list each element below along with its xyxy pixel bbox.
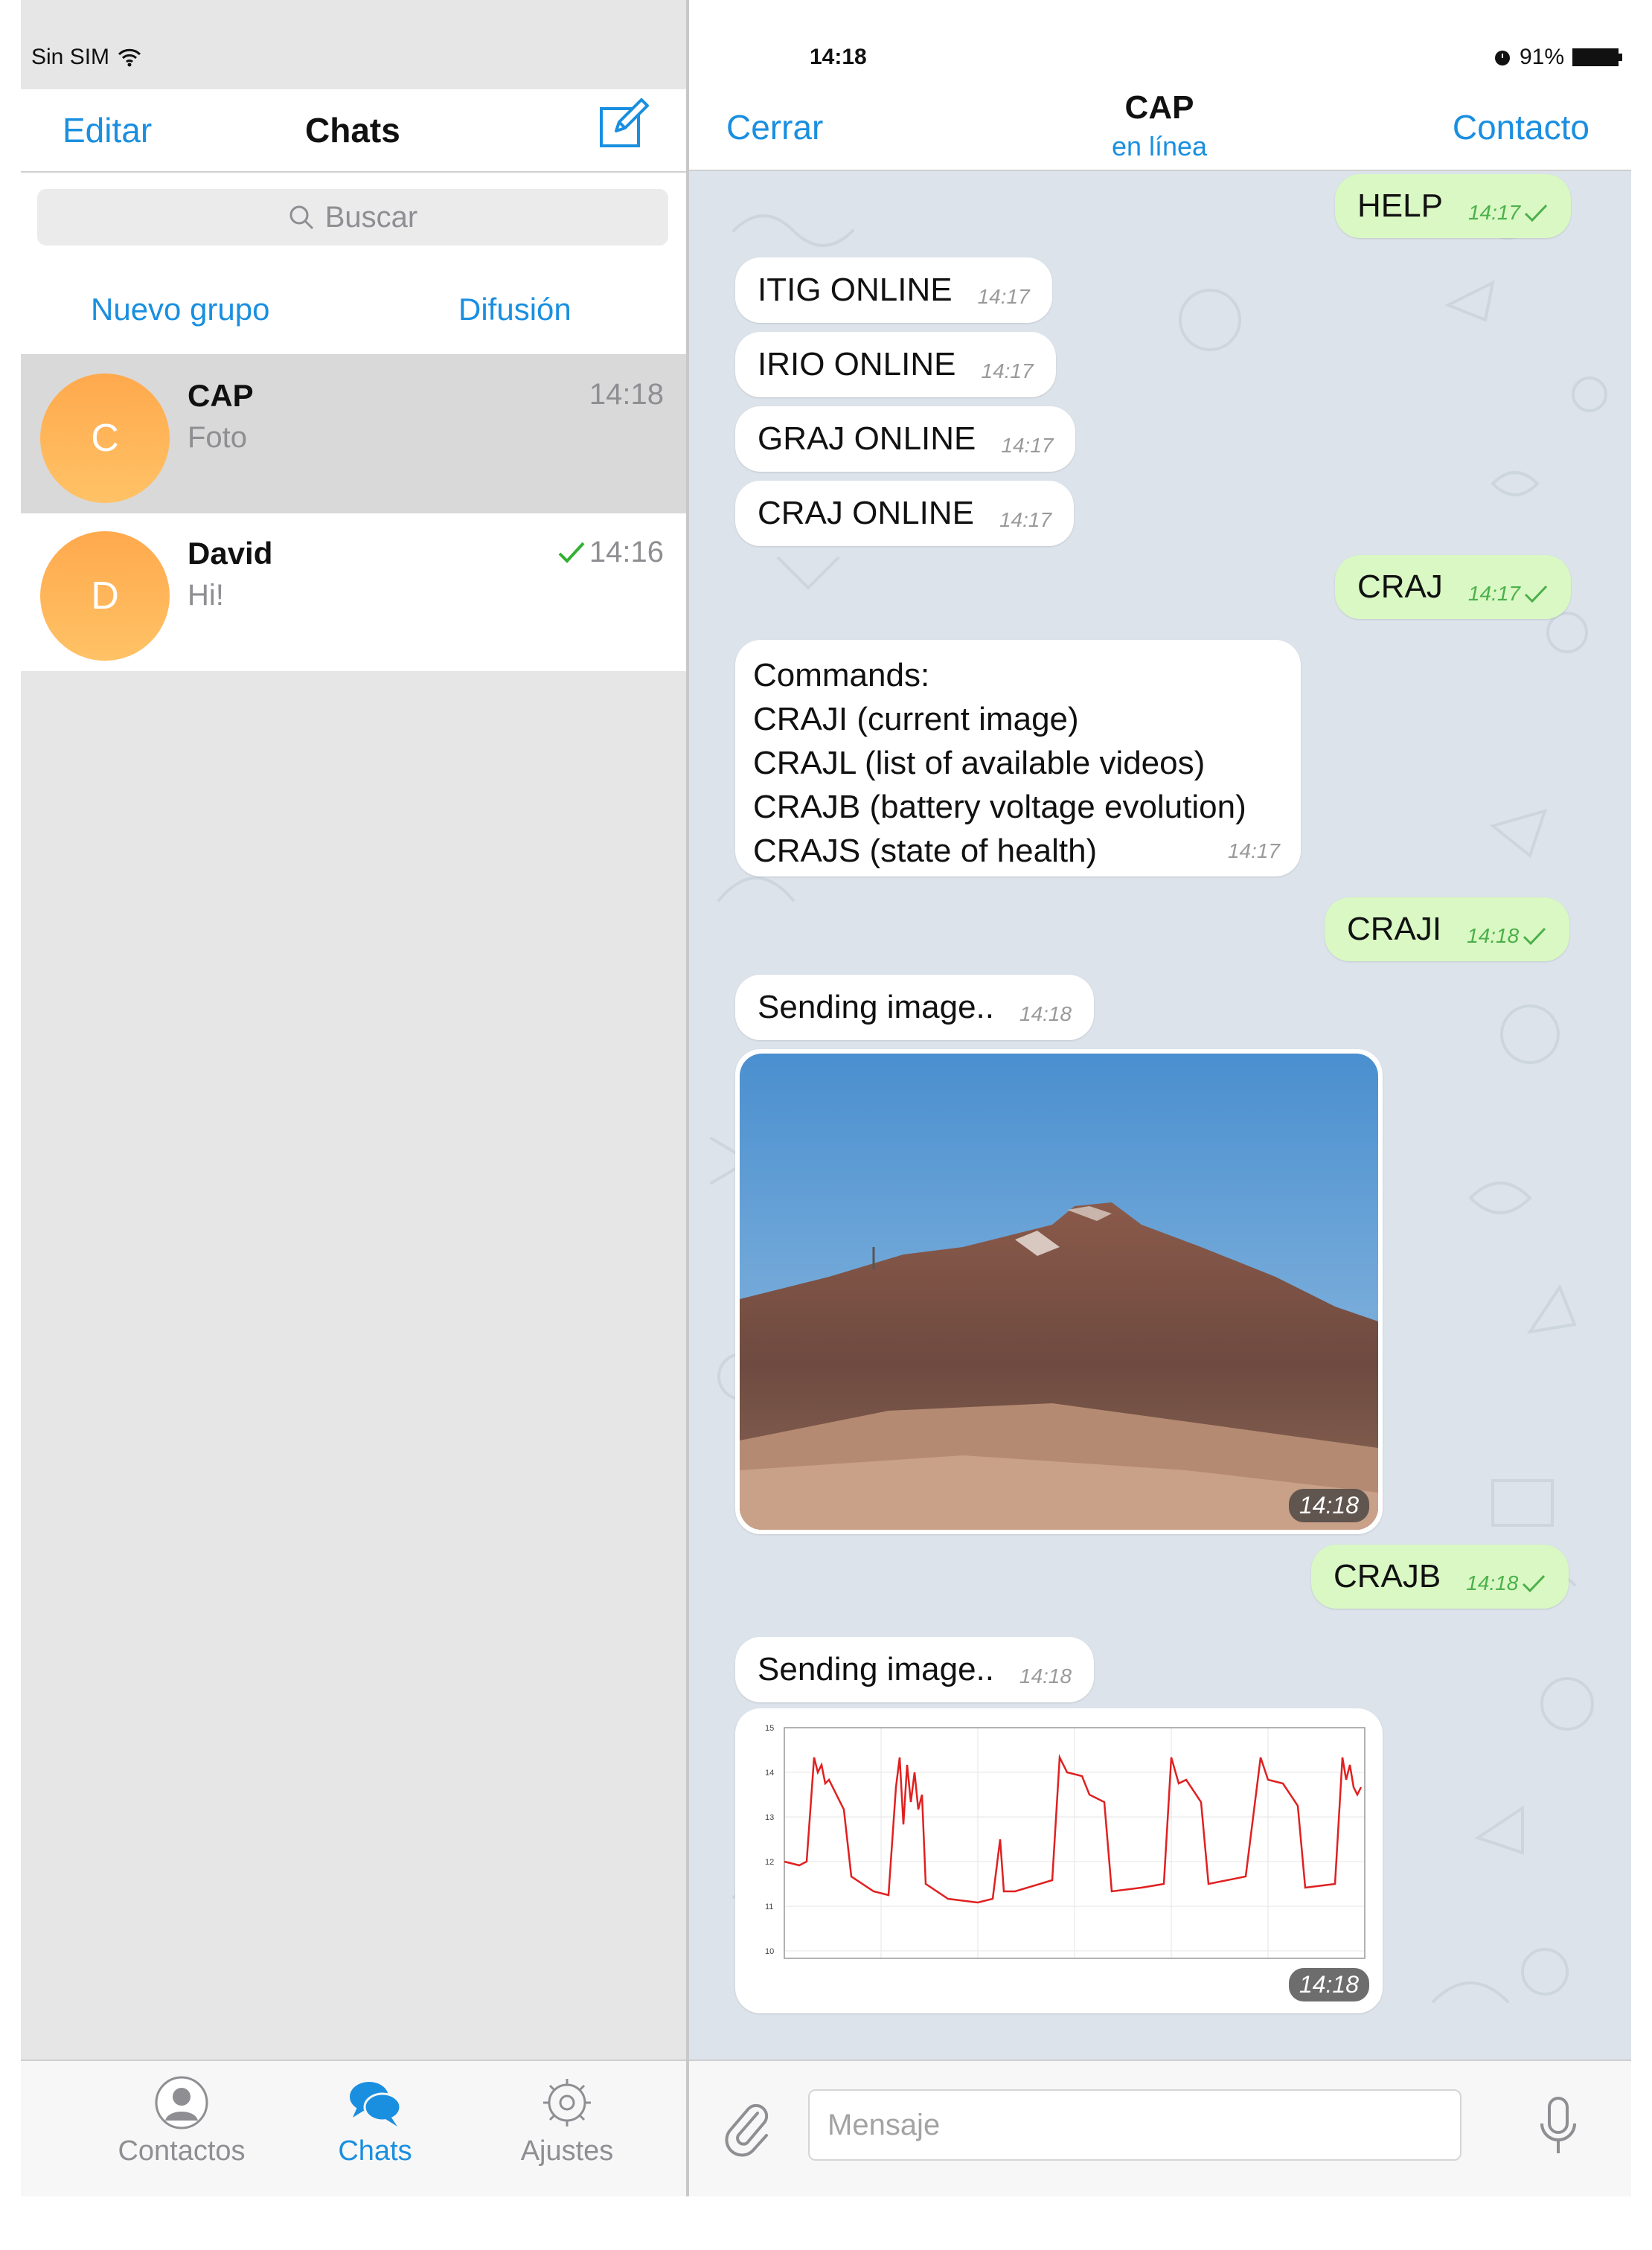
contact-button[interactable]: Contacto (1452, 108, 1589, 147)
avatar: D (40, 531, 170, 661)
status-bar-left (31, 45, 142, 70)
group-actions-row (21, 254, 686, 356)
conversation-pane (689, 0, 1631, 2196)
search-placeholder: Buscar (324, 200, 418, 234)
gear-icon (539, 2074, 595, 2131)
tab-bar (21, 2060, 686, 2196)
sent-check-icon (1523, 203, 1549, 222)
read-check-icon (557, 540, 586, 565)
message-bubble-out[interactable] (1311, 1545, 1569, 1609)
photo-time: 14:18 (1289, 1968, 1369, 2001)
battery-percent: 91% (1519, 45, 1564, 69)
message-time: 14:17 (1001, 434, 1054, 457)
message-text: CRAJ ONLINE (758, 495, 974, 531)
status-time: 14:18 (810, 45, 867, 69)
message-text: GRAJ ONLINE (758, 420, 976, 457)
message-time (1468, 582, 1549, 606)
message-line: CRAJS (state of health) (753, 833, 1098, 869)
sent-check-icon (1521, 1574, 1546, 1593)
search-input[interactable] (37, 189, 668, 246)
message-text: IRIO ONLINE (758, 346, 956, 382)
message-time-text: 14:18 (1467, 924, 1520, 947)
svg-text:10: 10 (765, 1947, 775, 1956)
chat-name: David (188, 536, 273, 571)
wifi-icon (117, 48, 142, 67)
message-time (1468, 201, 1549, 225)
carrier-label: Sin SIM (31, 45, 110, 69)
tab-settings[interactable] (478, 2074, 656, 2167)
message-bubble-in[interactable] (735, 481, 1074, 546)
chats-title: Chats (305, 111, 400, 150)
chat-time-text: 14:16 (589, 536, 664, 568)
microphone-icon[interactable] (1536, 2094, 1581, 2161)
message-time-text: 14:18 (1466, 1571, 1519, 1594)
conversation-title: CAP (1124, 89, 1194, 126)
search-area (21, 173, 686, 254)
chat-time-text: 14:18 (589, 378, 664, 411)
message-text: ITIG ONLINE (758, 272, 953, 308)
chat-bubbles-icon (347, 2074, 403, 2131)
online-status: en línea (1111, 131, 1208, 161)
tab-label: Chats (338, 2135, 412, 2167)
chat-preview: Hi! (188, 579, 224, 612)
broadcast-button[interactable]: Difusión (458, 292, 572, 327)
compose-icon[interactable] (597, 97, 650, 150)
message-bubble-in[interactable] (735, 257, 1052, 323)
battery-icon (1572, 46, 1624, 68)
photo-message-battery-chart[interactable] (735, 1708, 1383, 2013)
message-time: 14:17 (981, 359, 1034, 382)
message-input[interactable] (808, 2089, 1461, 2161)
paperclip-icon[interactable] (720, 2098, 772, 2158)
svg-text:11: 11 (765, 1903, 774, 1911)
svg-text:14: 14 (765, 1769, 775, 1778)
chat-name: CAP (188, 378, 254, 413)
photo-message-mountain[interactable] (735, 1049, 1383, 1534)
svg-text:15: 15 (765, 1724, 775, 1733)
message-bubble-out[interactable] (1325, 897, 1569, 961)
status-bar-right (1493, 45, 1624, 70)
chat-list-navbar (21, 89, 686, 173)
tab-label: Contactos (118, 2135, 246, 2167)
search-icon (288, 204, 315, 231)
avatar: C (40, 374, 170, 503)
conversation-header (689, 0, 1631, 171)
close-button[interactable]: Cerrar (726, 108, 824, 147)
battery-chart-photo (740, 1713, 1378, 2009)
sent-check-icon (1523, 584, 1549, 603)
svg-text:13: 13 (765, 1813, 775, 1822)
message-time-text: 14:17 (1467, 201, 1521, 224)
commands-message-bubble[interactable] (735, 640, 1301, 876)
message-text: CRAJ (1357, 568, 1443, 605)
photo-time: 14:18 (1289, 1489, 1369, 1522)
edit-button[interactable]: Editar (63, 111, 153, 150)
message-bubble-in[interactable] (735, 1637, 1094, 1702)
chat-list-pane (21, 0, 689, 2196)
message-text: HELP (1357, 188, 1443, 224)
message-time (1466, 1571, 1546, 1595)
new-group-button[interactable]: Nuevo grupo (91, 292, 270, 327)
message-line: CRAJB (battery voltage evolution) (753, 789, 1246, 825)
person-icon (153, 2074, 210, 2131)
chat-list-item-cap[interactable] (21, 356, 686, 513)
svg-text:12: 12 (765, 1858, 775, 1867)
message-time: 14:17 (977, 285, 1030, 308)
sent-check-icon (1522, 926, 1547, 946)
tab-label: Ajustes (520, 2135, 614, 2167)
mountain-photo (740, 1054, 1378, 1530)
message-time-text: 14:17 (1467, 582, 1520, 605)
ipad-screen (21, 0, 1631, 2196)
message-time (1467, 924, 1547, 948)
chat-list-item-david[interactable] (21, 513, 686, 671)
message-text: Sending image.. (758, 989, 994, 1025)
message-time: 14:17 (1227, 839, 1280, 862)
conversation-title-block[interactable] (921, 0, 1398, 171)
message-bubble-in[interactable] (735, 406, 1075, 472)
chat-time (557, 536, 664, 569)
chat-time (589, 378, 664, 411)
message-line: CRAJI (current image) (753, 701, 1079, 737)
message-line: CRAJL (list of available videos) (753, 745, 1206, 781)
message-line: Commands: (753, 657, 930, 693)
message-input-bar (689, 2060, 1631, 2196)
message-text: CRAJB (1334, 1558, 1441, 1594)
message-bubble-out[interactable] (1335, 555, 1571, 619)
alarm-icon (1493, 48, 1512, 67)
message-bubble-in[interactable] (735, 975, 1094, 1040)
tab-contacts[interactable] (92, 2074, 271, 2167)
message-text: CRAJI (1347, 911, 1442, 947)
message-time: 14:17 (999, 508, 1052, 531)
message-text: Sending image.. (758, 1651, 994, 1688)
message-time: 14:18 (1019, 1002, 1072, 1025)
chat-preview: Foto (188, 421, 248, 454)
message-bubble-out[interactable] (1335, 174, 1571, 238)
message-time: 14:18 (1019, 1664, 1072, 1688)
message-bubble-in[interactable] (735, 332, 1056, 397)
tab-chats[interactable] (286, 2074, 464, 2167)
